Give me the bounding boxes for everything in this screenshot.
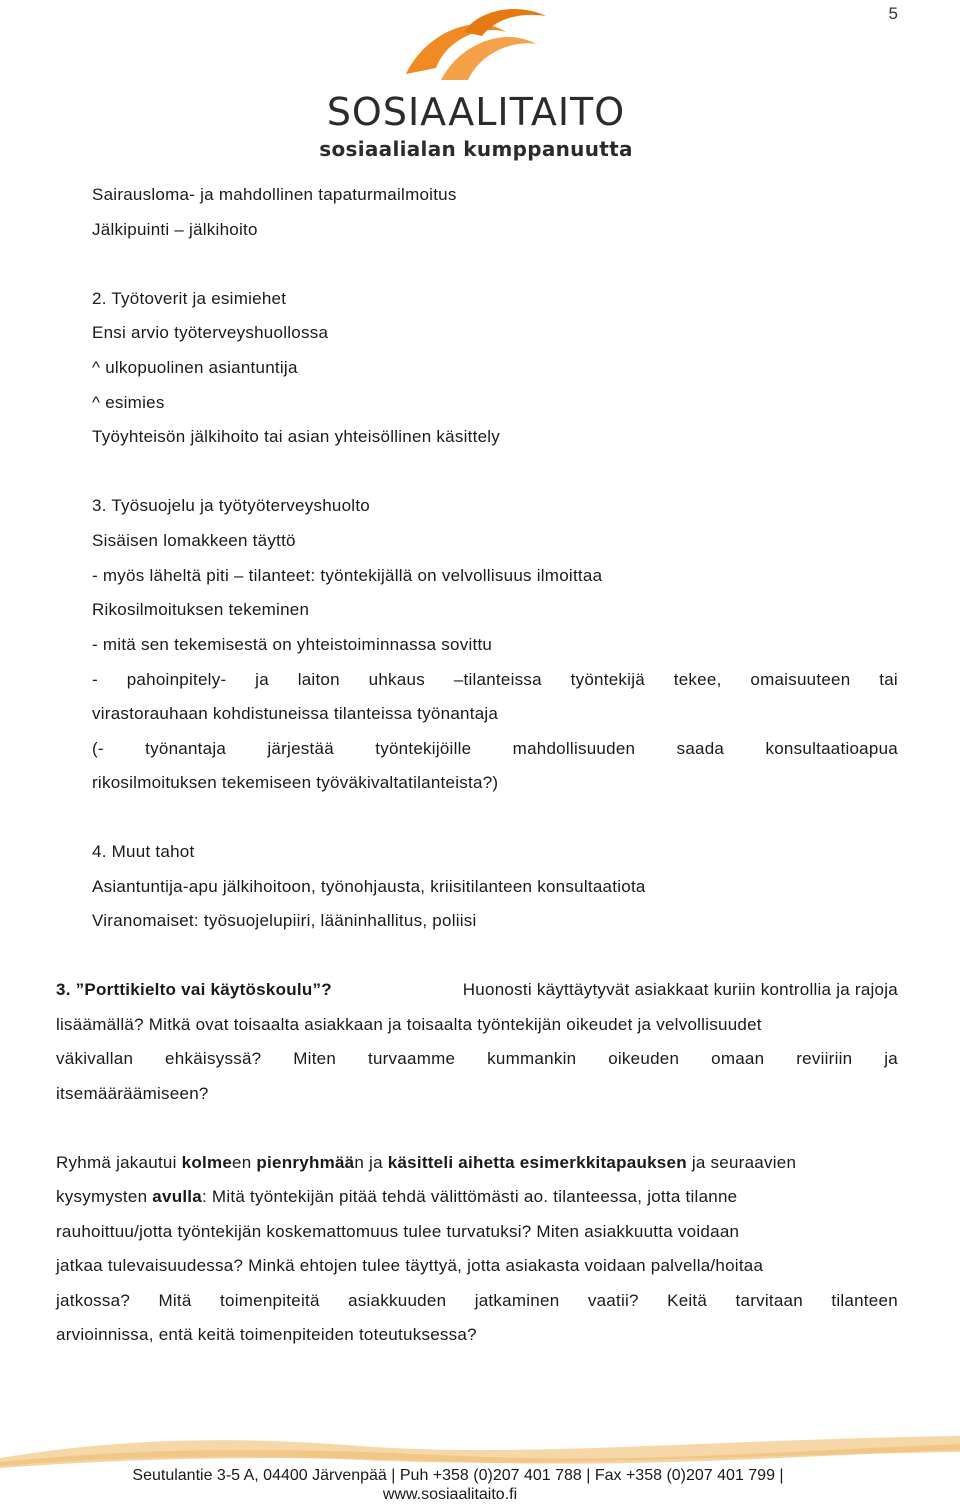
word: vaatii? (587, 1291, 639, 1310)
text-line: - myös läheltä piti – tilanteet: työntekijällä on velvollisuus ilmoittaa (92, 566, 603, 585)
text-line: Ensi arvio työterveyshuollossa (92, 323, 329, 342)
text-line: - mitä sen tekemisestä on yhteistoiminnassa sovittu (92, 635, 493, 654)
justified-line (56, 1049, 898, 1069)
section-heading-3: 3. Työsuojelu ja työtyöterveyshuolto (92, 496, 371, 515)
word: laiton (297, 670, 340, 689)
word: (- (92, 739, 104, 758)
word: –tilanteissa (453, 670, 542, 689)
text-line: Asiantuntija-apu jälkihoitoon, työnohjausta, kriisitilanteen konsultaatiota (92, 877, 646, 896)
bold-run: kolme (181, 1153, 233, 1172)
word: saada (676, 739, 725, 758)
justified-line (56, 1291, 898, 1311)
word: Mitä (158, 1291, 192, 1310)
text-line: rikosilmoituksen tekemiseen työväkivaltatilanteista?) (92, 773, 499, 792)
text-run: : Mitä työntekijän pitää tehdä välittömästi ao. tilanteessa, jotta tilanne (201, 1187, 738, 1206)
group-paragraph-line (56, 1153, 796, 1173)
section3-text: Huonosti käyttäytyvät asiakkaat kuriin kontrollia ja rajoja (462, 980, 898, 999)
word: asiakkuuden (348, 1291, 447, 1310)
section-heading-4: 4. Muut tahot (92, 842, 195, 861)
word: pahoinpitely- (126, 670, 227, 689)
sosiaalitaito-logo (306, 2, 646, 164)
word: reviiriin (796, 1049, 853, 1068)
word: jatkaminen (474, 1291, 560, 1310)
word: ehkäisyssä? (165, 1049, 262, 1068)
bold-run: avulla (152, 1187, 202, 1206)
text-line: Sisäisen lomakkeen täyttö (92, 531, 296, 550)
word: työntekijöille (375, 739, 472, 758)
section-heading-2: 2. Työtoverit ja esimiehet (92, 289, 287, 308)
page-number: 5 (888, 4, 898, 23)
justified-line (92, 670, 898, 690)
word: työntekijä (570, 670, 645, 689)
bold-run: käsitteli aihetta esimerkkitapauksen (387, 1153, 687, 1172)
word: toimenpiteitä (220, 1291, 320, 1310)
word: kummankin (487, 1049, 577, 1068)
text-line: Työyhteisön jälkihoito tai asian yhteisöllinen käsittely (92, 427, 501, 446)
word: omaan (711, 1049, 765, 1068)
word: Keitä (667, 1291, 708, 1310)
logo-swirl-icon (386, 2, 566, 92)
section3-title: 3. ”Porttikielto vai käytöskoulu”? (56, 980, 332, 999)
text-line: Jälkipuinti – jälkihoito (92, 220, 258, 239)
logo-title: SOSIAALITAITO (326, 90, 626, 134)
text-run: ja seuraavien (686, 1153, 797, 1172)
text-line: rauhoittuu/jotta työntekijän koskemattomuus tulee turvatuksi? Miten asiakkuutta voidaan (56, 1222, 740, 1241)
word: tilanteen (831, 1291, 898, 1310)
text-line: Sairausloma- ja mahdollinen tapaturmailmoitus (92, 185, 457, 204)
word: oikeuden (608, 1049, 680, 1068)
text-line: lisäämällä? Mitkä ovat toisaalta asiakkaan ja toisaalta työntekijän oikeudet ja velvollisuudet (56, 1015, 762, 1034)
group-paragraph-line (56, 1187, 737, 1207)
text-run: en (232, 1153, 257, 1172)
justified-line (92, 739, 898, 759)
word: - (92, 670, 98, 689)
text-line: Viranomaiset: työsuojelupiiri, lääninhallitus, poliisi (92, 911, 477, 930)
text-line: ^ ulkopuolinen asiantuntija (92, 358, 298, 377)
word: järjestää (267, 739, 334, 758)
text-run: kysymysten (56, 1187, 153, 1206)
text-line: ^ esimies (92, 393, 165, 412)
logo-subtitle: sosiaalialan kumppanuutta (319, 137, 633, 161)
text-line: itsemääräämiseen? (56, 1084, 209, 1103)
text-line: virastorauhaan kohdistuneissa tilanteissa työnantaja (92, 704, 499, 723)
text-line: Rikosilmoituksen tekeminen (92, 600, 310, 619)
word: väkivallan (56, 1049, 134, 1068)
word: tai (879, 670, 898, 689)
section3-line (56, 980, 898, 1000)
bold-run: pienryhmää (256, 1153, 355, 1172)
word: mahdollisuuden (512, 739, 636, 758)
text-run: n ja (354, 1153, 388, 1172)
word: ja (884, 1049, 898, 1068)
footer-address: Seutulantie 3-5 A, 04400 Järvenpää | Puh +358 (0)207 401 788 | Fax +358 (0)207 401 799 | (132, 1467, 784, 1484)
footer-website[interactable]: www.sosiaalitaito.fi (382, 1486, 518, 1503)
word: konsultaatioapua (765, 739, 898, 758)
word: turvaamme (367, 1049, 456, 1068)
word: Miten (293, 1049, 337, 1068)
footer-wave-decoration (0, 1428, 960, 1468)
word: jatkossa? (56, 1291, 131, 1310)
word: uhkaus (368, 670, 425, 689)
word: omaisuuteen (750, 670, 851, 689)
word: työnantaja (145, 739, 227, 758)
word: tekee, (673, 670, 722, 689)
text-run: Ryhmä jakautui (56, 1153, 182, 1172)
text-line: jatkaa tulevaisuudessa? Minkä ehtojen tulee täyttyä, jotta asiakasta voidaan palvella/hoitaa (56, 1256, 764, 1275)
word: tarvitaan (735, 1291, 803, 1310)
text-line: arvioinnissa, entä keitä toimenpiteiden toteutuksessa? (56, 1325, 477, 1344)
word: ja (255, 670, 269, 689)
